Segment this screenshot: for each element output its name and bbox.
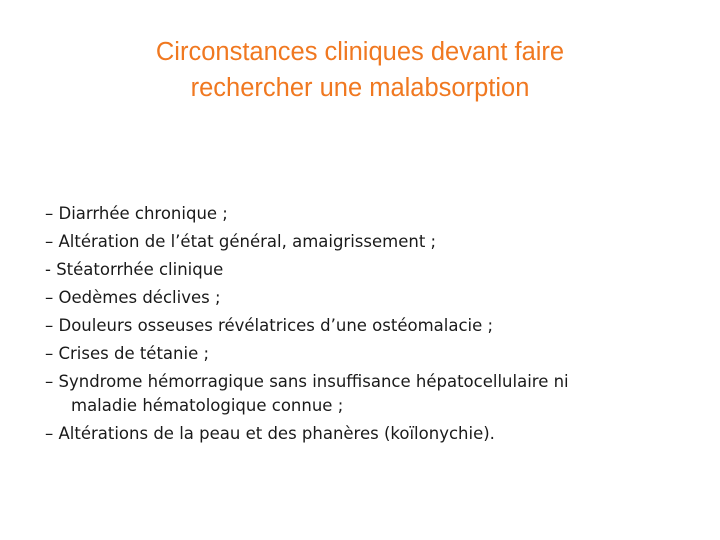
bullet-item-crises-tetanie: – Crises de tétanie ; [45,344,210,363]
slide-title-line-1: Circonstances cliniques devant faire [155,38,565,66]
bullet-item-syndrome-hemorragique-line-1: – Syndrome hémorragique sans insuffisance hépatocellulaire ni [45,372,569,391]
bullet-item-oedemes: – Oedèmes déclives ; [45,288,221,307]
bullet-item-alterations-peau: – Altérations de la peau et des phanères (koïlonychie). [45,424,495,443]
bullet-list [45,200,705,448]
slide-title [40,34,680,106]
bullet-item-syndrome-hemorragique-line-2: maladie hématologique connue ; [71,396,344,415]
bullet-item-syndrome-hemorragique [45,370,705,418]
bullet-item-steatorrhee: - Stéatorrhée clinique [45,260,224,279]
bullet-item-diarrhee: – Diarrhée chronique ; [45,204,228,223]
slide-title-line-2: rechercher une malabsorption [190,74,530,102]
bullet-item-alteration-etat-general: – Altération de l’état général, amaigrissement ; [45,232,437,251]
bullet-item-douleurs-osseuses: – Douleurs osseuses révélatrices d’une ostéomalacie ; [45,316,494,335]
